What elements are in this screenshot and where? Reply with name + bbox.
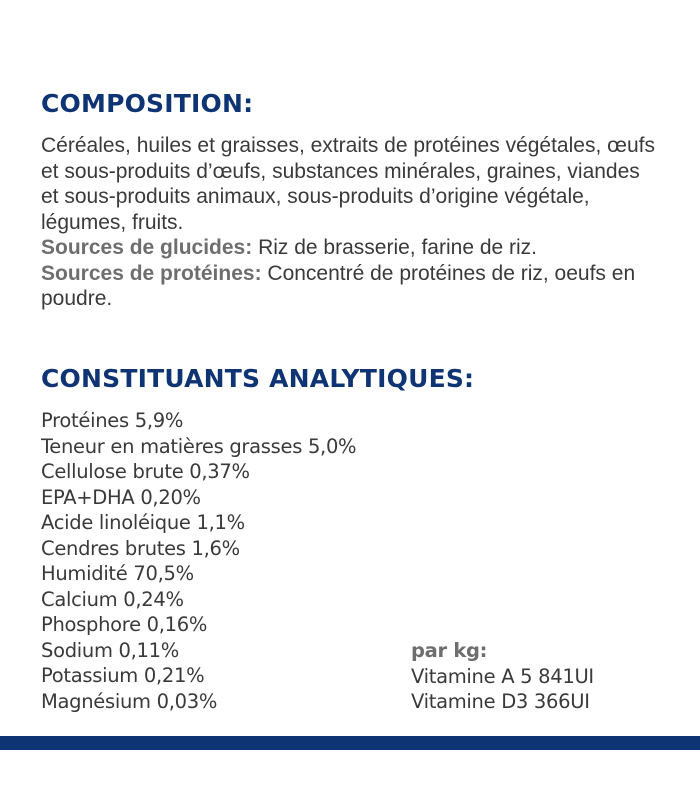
carb-sources: [41, 235, 661, 261]
constituant-item: Magnésium 0,03%: [41, 689, 218, 713]
constituants-heading: CONSTITUANTS ANALYTIQUES:: [41, 364, 475, 393]
vitamins-list: [411, 638, 594, 715]
protein-sources-value: Concentré de protéines de riz, oeufs en poudre.: [41, 261, 636, 310]
constituant-item: Potassium 0,21%: [41, 664, 205, 687]
constituant-item: EPA+DHA 0,20%: [41, 485, 201, 509]
constituant-item: Calcium 0,24%: [41, 587, 184, 611]
constituant-item: Cendres brutes 1,6%: [41, 536, 240, 560]
constituant-item: Acide linoléique 1,1%: [41, 511, 245, 534]
footer-band: [0, 736, 700, 750]
constituant-item: Sodium 0,11%: [41, 638, 180, 662]
vitamins-label: par kg:: [411, 639, 488, 662]
protein-sources-label: Sources de protéines:: [41, 261, 262, 285]
carb-sources-label: Sources de glucides:: [41, 236, 253, 259]
vitamin-item: Vitamine D3 366UI: [411, 690, 590, 713]
constituant-item: Cellulose brute 0,37%: [41, 460, 250, 483]
constituant-item: Protéines 5,9%: [41, 409, 184, 432]
composition-text: [41, 133, 661, 312]
constituant-item: Humidité 70,5%: [41, 562, 194, 585]
protein-sources: [41, 261, 661, 312]
composition-heading: COMPOSITION:: [41, 89, 254, 118]
ingredients-text: Céréales, huiles et graisses, extraits de protéines végétales, œufs et sous-produits d’œufs, substances minérales, graines, viandes et sous-produits animaux, sous-produits d’origine végétale, légumes, fruits.: [41, 134, 655, 234]
constituant-item: Teneur en matières grasses 5,0%: [41, 434, 357, 458]
vitamin-item: Vitamine A 5 841UI: [411, 664, 594, 688]
constituant-item: Phosphore 0,16%: [41, 613, 208, 636]
constituants-list: [41, 408, 356, 714]
carb-sources-value: Riz de brasserie, farine de riz.: [252, 236, 538, 259]
